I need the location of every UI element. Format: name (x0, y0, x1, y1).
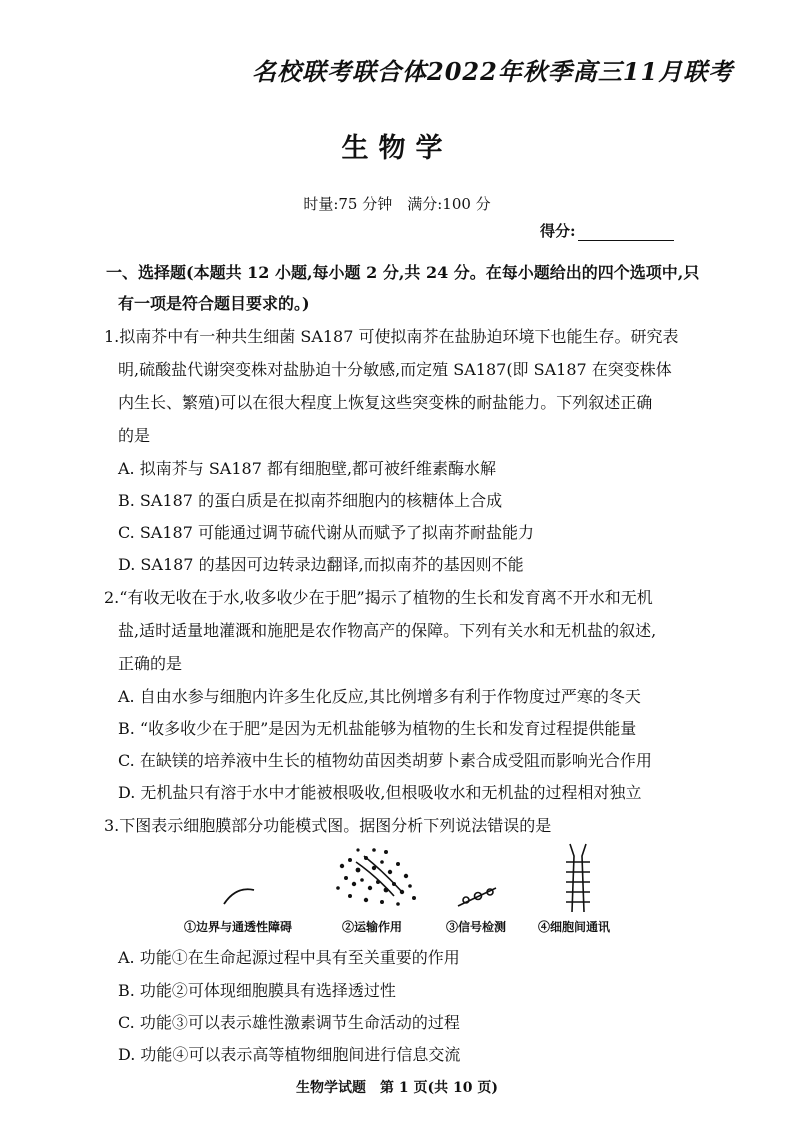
time-and-score-info: 时量:75 分钟 满分:100 分 (303, 195, 491, 213)
q1-option-d: D. SA187 的基因可边转录边翻译,而拟南芥的基因则不能 (118, 555, 524, 574)
page-footer: 生物学试题 第 1 页(共 10 页) (296, 1080, 498, 1096)
section-heading-line-2: 有一项是符合题目要求的。) (118, 294, 310, 313)
q1-option-a: A. 拟南芥与 SA187 都有细胞壁,都可被纤维素酶水解 (118, 459, 497, 478)
section-heading-line-1: 一、选择题(本题共 12 小题,每小题 2 分,共 24 分。在每小题给出的四个选项中,只 (106, 263, 700, 282)
score-blank (578, 226, 674, 241)
score-label: 得分: (540, 222, 576, 240)
figure-label-signal: ③信号检测 (446, 920, 507, 934)
q2-stem-line: 正确的是 (118, 654, 183, 673)
signal-receptor-icon (458, 888, 496, 906)
q3-option-d: D. 功能④可以表示高等植物细胞间进行信息交流 (118, 1045, 461, 1064)
q1-stem-line: 的是 (118, 426, 151, 445)
membrane-function-figure (180, 842, 650, 942)
q2-option-d: D. 无机盐只有溶于水中才能被根吸收,但根吸收水和无机盐的过程相对独立 (118, 783, 642, 802)
q3-stem: 3.下图表示细胞膜部分功能模式图。据图分析下列说法错误的是 (104, 816, 552, 835)
figure-label-transport: ②运输作用 (342, 920, 403, 934)
boundary-arc-icon (224, 889, 254, 904)
q2-stem-line: 盐,适时适量地灌溉和施肥是农作物高产的保障。下列有关水和无机盐的叙述, (118, 621, 657, 640)
q2-option-a: A. 自由水参与细胞内许多生化反应,其比例增多有利于作物度过严寒的冬天 (118, 687, 641, 706)
q1-option-b: B. SA187 的蛋白质是在拟南芥细胞内的核糖体上合成 (118, 491, 503, 510)
q2-option-b: B. “收多收少在于肥”是因为无机盐能够为植物的生长和发育过程提供能量 (118, 719, 637, 738)
q2-stem-line: 2.“有收无收在于水,收多收少在于肥”揭示了植物的生长和发育离不开水和无机 (104, 588, 653, 607)
q1-stem-line: 明,硫酸盐代谢突变株对盐胁迫十分敏感,而定殖 SA187(即 SA187 在突变株体 (118, 360, 672, 379)
q1-stem-line: 1.拟南芥中有一种共生细菌 SA187 可使拟南芥在盐胁迫环境下也能生存。研究表 (104, 327, 679, 346)
membrane-function-illustration (180, 842, 650, 922)
q2-option-c: C. 在缺镁的培养液中生长的植物幼苗因类胡萝卜素合成受阻而影响光合作用 (118, 751, 652, 770)
q1-option-c: C. SA187 可能通过调节硫代谢从而赋予了拟南芥耐盐能力 (118, 523, 534, 542)
cell-communication-icon (566, 844, 590, 912)
exam-header-title: 名校联考联合体2022年秋季高三11月联考 (252, 57, 734, 86)
subject-title: 生物学 (341, 133, 453, 164)
q1-stem-line: 内生长、繁殖)可以在很大程度上恢复这些突变株的耐盐能力。下列叙述正确 (118, 393, 653, 412)
figure-label-boundary: ①边界与通透性障碍 (184, 920, 293, 934)
q3-option-b: B. 功能②可体现细胞膜具有选择透过性 (118, 981, 396, 1000)
q3-option-a: A. 功能①在生命起源过程中具有至关重要的作用 (118, 948, 460, 967)
figure-label-communication: ④细胞间通讯 (538, 920, 611, 934)
q3-option-c: C. 功能③可以表示雄性激素调节生命活动的过程 (118, 1013, 460, 1032)
score-field (540, 220, 674, 241)
